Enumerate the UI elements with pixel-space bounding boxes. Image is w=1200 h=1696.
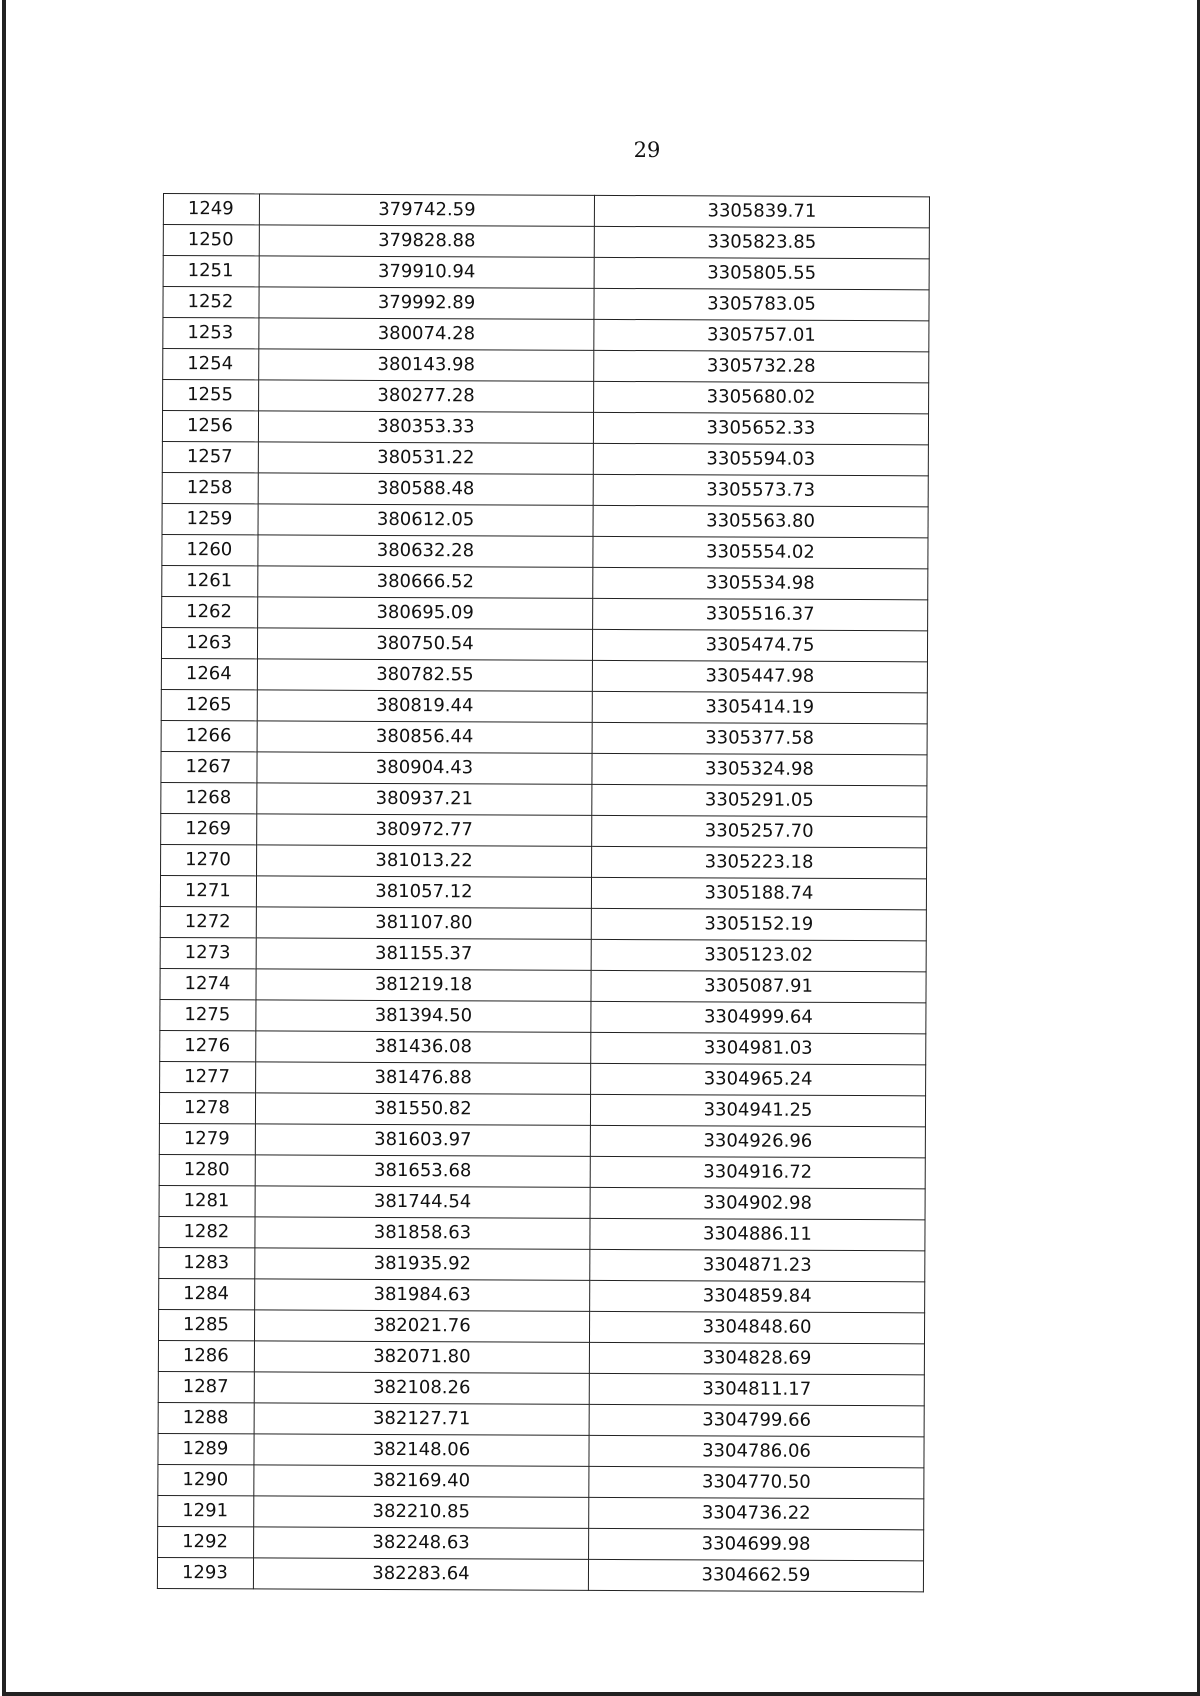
point-id-cell: 1280 (159, 1154, 255, 1185)
point-id-cell: 1279 (159, 1123, 255, 1154)
x-coordinate-cell: 381603.97 (255, 1124, 590, 1156)
x-coordinate-cell: 380074.28 (259, 318, 594, 350)
x-coordinate-cell: 381107.80 (256, 907, 591, 939)
y-coordinate-cell: 3304786.06 (589, 1435, 924, 1467)
y-coordinate-cell: 3304799.66 (589, 1404, 924, 1436)
y-coordinate-cell: 3305414.19 (592, 691, 927, 723)
point-id-cell: 1259 (162, 503, 258, 534)
point-id-cell: 1292 (158, 1526, 254, 1557)
table-row (158, 1340, 924, 1374)
point-id-cell: 1253 (163, 318, 259, 349)
point-id-cell: 1260 (162, 534, 258, 565)
x-coordinate-cell: 380750.54 (257, 628, 592, 660)
point-id-cell: 1289 (158, 1433, 254, 1464)
x-coordinate-cell: 379828.88 (259, 225, 594, 257)
y-coordinate-cell: 3305783.05 (594, 288, 929, 320)
x-coordinate-cell: 380588.48 (258, 473, 593, 505)
table-row (162, 503, 928, 537)
table-row (163, 287, 929, 321)
y-coordinate-cell: 3305474.75 (592, 629, 927, 661)
table-row (162, 565, 928, 599)
x-coordinate-cell: 381858.63 (255, 1217, 590, 1249)
point-id-cell: 1269 (161, 813, 257, 844)
x-coordinate-cell: 380856.44 (257, 721, 592, 753)
x-coordinate-cell: 382108.26 (254, 1372, 589, 1404)
point-id-cell: 1277 (160, 1061, 256, 1092)
x-coordinate-cell: 380937.21 (257, 783, 592, 815)
y-coordinate-cell: 3304886.11 (590, 1218, 925, 1250)
table-row (160, 1030, 926, 1064)
y-coordinate-cell: 3305805.55 (594, 257, 929, 289)
y-coordinate-cell: 3304981.03 (591, 1032, 926, 1064)
x-coordinate-cell: 381984.63 (255, 1279, 590, 1311)
point-id-cell: 1272 (160, 906, 256, 937)
point-id-cell: 1274 (160, 968, 256, 999)
x-coordinate-cell: 381550.82 (255, 1093, 590, 1125)
point-id-cell: 1288 (158, 1402, 254, 1433)
y-coordinate-cell: 3304965.24 (591, 1063, 926, 1095)
point-id-cell: 1268 (161, 782, 257, 813)
y-coordinate-cell: 3305652.33 (593, 412, 928, 444)
x-coordinate-cell: 380277.28 (259, 380, 594, 412)
y-coordinate-cell: 3304662.59 (588, 1559, 923, 1591)
table-row (163, 380, 929, 414)
y-coordinate-cell: 3304828.69 (589, 1342, 924, 1374)
x-coordinate-cell: 381935.92 (255, 1248, 590, 1280)
y-coordinate-cell: 3305257.70 (592, 815, 927, 847)
y-coordinate-cell: 3304736.22 (589, 1497, 924, 1529)
x-coordinate-cell: 379992.89 (259, 287, 594, 319)
y-coordinate-cell: 3305324.98 (592, 753, 927, 785)
table-row (159, 1278, 925, 1312)
y-coordinate-cell: 3305534.98 (593, 567, 928, 599)
y-coordinate-cell: 3305554.02 (593, 536, 928, 568)
x-coordinate-cell: 381476.88 (256, 1062, 591, 1094)
x-coordinate-cell: 382210.85 (254, 1496, 589, 1528)
table-row (160, 906, 926, 940)
table-row (161, 627, 927, 661)
table-row (157, 1557, 923, 1591)
table-row (159, 1092, 925, 1126)
y-coordinate-cell: 3304999.64 (591, 1001, 926, 1033)
y-coordinate-cell: 3305823.85 (594, 226, 929, 258)
x-coordinate-cell: 380666.52 (258, 566, 593, 598)
table-row (158, 1495, 924, 1529)
x-coordinate-cell: 382071.80 (254, 1341, 589, 1373)
x-coordinate-cell: 380695.09 (258, 597, 593, 629)
x-coordinate-cell: 380143.98 (259, 349, 594, 381)
x-coordinate-cell: 380531.22 (258, 442, 593, 474)
point-id-cell: 1263 (161, 627, 257, 658)
point-id-cell: 1285 (158, 1309, 254, 1340)
x-coordinate-cell: 381436.08 (256, 1031, 591, 1063)
y-coordinate-cell: 3305291.05 (592, 784, 927, 816)
y-coordinate-cell: 3305594.03 (593, 443, 928, 475)
table-row (161, 844, 927, 878)
x-coordinate-cell: 380972.77 (257, 814, 592, 846)
y-coordinate-cell: 3305188.74 (591, 877, 926, 909)
table-row (159, 1216, 925, 1250)
x-coordinate-cell: 380904.43 (257, 752, 592, 784)
point-id-cell: 1251 (163, 256, 259, 287)
x-coordinate-cell: 381394.50 (256, 1000, 591, 1032)
point-id-cell: 1284 (159, 1278, 255, 1309)
y-coordinate-cell: 3305447.98 (592, 660, 927, 692)
x-coordinate-cell: 380632.28 (258, 535, 593, 567)
x-coordinate-cell: 379742.59 (259, 194, 594, 226)
y-coordinate-cell: 3305223.18 (592, 846, 927, 878)
point-id-cell: 1291 (158, 1495, 254, 1526)
x-coordinate-cell: 382248.63 (254, 1527, 589, 1559)
table-row (163, 256, 929, 290)
point-id-cell: 1273 (160, 937, 256, 968)
table-row (160, 875, 926, 909)
y-coordinate-cell: 3305123.02 (591, 939, 926, 971)
table-row (161, 720, 927, 754)
x-coordinate-cell: 382021.76 (254, 1310, 589, 1342)
y-coordinate-cell: 3304699.98 (589, 1528, 924, 1560)
point-id-cell: 1264 (161, 658, 257, 689)
y-coordinate-cell: 3305516.37 (593, 598, 928, 630)
point-id-cell: 1270 (161, 844, 257, 875)
point-id-cell: 1267 (161, 751, 257, 782)
point-id-cell: 1261 (162, 565, 258, 596)
x-coordinate-cell: 382148.06 (254, 1434, 589, 1466)
table-row (163, 318, 929, 352)
point-id-cell: 1266 (161, 720, 257, 751)
y-coordinate-cell: 3305573.73 (593, 474, 928, 506)
x-coordinate-cell: 380612.05 (258, 504, 593, 536)
y-coordinate-cell: 3304871.23 (590, 1249, 925, 1281)
table-row (160, 1061, 926, 1095)
x-coordinate-cell: 382169.40 (254, 1465, 589, 1497)
x-coordinate-cell: 381219.18 (256, 969, 591, 1001)
table-row (163, 194, 929, 228)
y-coordinate-cell: 3304848.60 (589, 1311, 924, 1343)
table-row (161, 782, 927, 816)
coordinate-table-body (157, 194, 929, 1592)
table-row (160, 937, 926, 971)
y-coordinate-cell: 3304859.84 (590, 1280, 925, 1312)
point-id-cell: 1258 (162, 472, 258, 503)
y-coordinate-cell: 3305839.71 (594, 195, 929, 227)
table-row (162, 596, 928, 630)
y-coordinate-cell: 3304902.98 (590, 1187, 925, 1219)
table-row (161, 813, 927, 847)
x-coordinate-cell: 380782.55 (257, 659, 592, 691)
table-row (158, 1371, 924, 1405)
point-id-cell: 1278 (159, 1092, 255, 1123)
point-id-cell: 1282 (159, 1216, 255, 1247)
point-id-cell: 1286 (158, 1340, 254, 1371)
y-coordinate-cell: 3305377.58 (592, 722, 927, 754)
x-coordinate-cell: 381653.68 (255, 1155, 590, 1187)
table-row (163, 349, 929, 383)
y-coordinate-cell: 3305087.91 (591, 970, 926, 1002)
table-row (160, 968, 926, 1002)
x-coordinate-cell: 382127.71 (254, 1403, 589, 1435)
table-row (162, 534, 928, 568)
y-coordinate-cell: 3304926.96 (590, 1125, 925, 1157)
table-row (159, 1154, 925, 1188)
point-id-cell: 1271 (160, 875, 256, 906)
x-coordinate-cell: 381744.54 (255, 1186, 590, 1218)
x-coordinate-cell: 381013.22 (257, 845, 592, 877)
x-coordinate-cell: 380353.33 (258, 411, 593, 443)
table-row (159, 1185, 925, 1219)
coordinate-table (157, 193, 930, 1592)
point-id-cell: 1252 (163, 287, 259, 318)
table-row (158, 1464, 924, 1498)
y-coordinate-cell: 3304770.50 (589, 1466, 924, 1498)
point-id-cell: 1276 (160, 1030, 256, 1061)
point-id-cell: 1257 (162, 441, 258, 472)
table-row (162, 441, 928, 475)
table-row (161, 751, 927, 785)
y-coordinate-cell: 3304811.17 (589, 1373, 924, 1405)
x-coordinate-cell: 381155.37 (256, 938, 591, 970)
x-coordinate-cell: 381057.12 (256, 876, 591, 908)
table-row (158, 1526, 924, 1560)
table-row (159, 1123, 925, 1157)
point-id-cell: 1250 (163, 225, 259, 256)
table-row (158, 1433, 924, 1467)
y-coordinate-cell: 3305757.01 (594, 319, 929, 351)
table-row (162, 472, 928, 506)
y-coordinate-cell: 3304941.25 (590, 1094, 925, 1126)
x-coordinate-cell: 382283.64 (253, 1558, 588, 1590)
table-row (162, 411, 928, 445)
y-coordinate-cell: 3305680.02 (594, 381, 929, 413)
page-number: 29 (633, 138, 661, 162)
point-id-cell: 1256 (162, 411, 258, 442)
point-id-cell: 1293 (157, 1557, 253, 1588)
point-id-cell: 1249 (163, 194, 259, 225)
point-id-cell: 1275 (160, 999, 256, 1030)
table-row (161, 689, 927, 723)
point-id-cell: 1255 (163, 380, 259, 411)
point-id-cell: 1254 (163, 349, 259, 380)
y-coordinate-cell: 3305732.28 (594, 350, 929, 382)
table-row (163, 225, 929, 259)
point-id-cell: 1290 (158, 1464, 254, 1495)
y-coordinate-cell: 3305563.80 (593, 505, 928, 537)
y-coordinate-cell: 3304916.72 (590, 1156, 925, 1188)
point-id-cell: 1283 (159, 1247, 255, 1278)
x-coordinate-cell: 379910.94 (259, 256, 594, 288)
x-coordinate-cell: 380819.44 (257, 690, 592, 722)
y-coordinate-cell: 3305152.19 (591, 908, 926, 940)
table-row (158, 1309, 924, 1343)
table-row (160, 999, 926, 1033)
point-id-cell: 1265 (161, 689, 257, 720)
scan-border-left (2, 0, 6, 1696)
point-id-cell: 1262 (162, 596, 258, 627)
scan-border-bottom (2, 1692, 1200, 1696)
table-row (158, 1402, 924, 1436)
table-row (159, 1247, 925, 1281)
point-id-cell: 1281 (159, 1185, 255, 1216)
table-row (161, 658, 927, 692)
point-id-cell: 1287 (158, 1371, 254, 1402)
